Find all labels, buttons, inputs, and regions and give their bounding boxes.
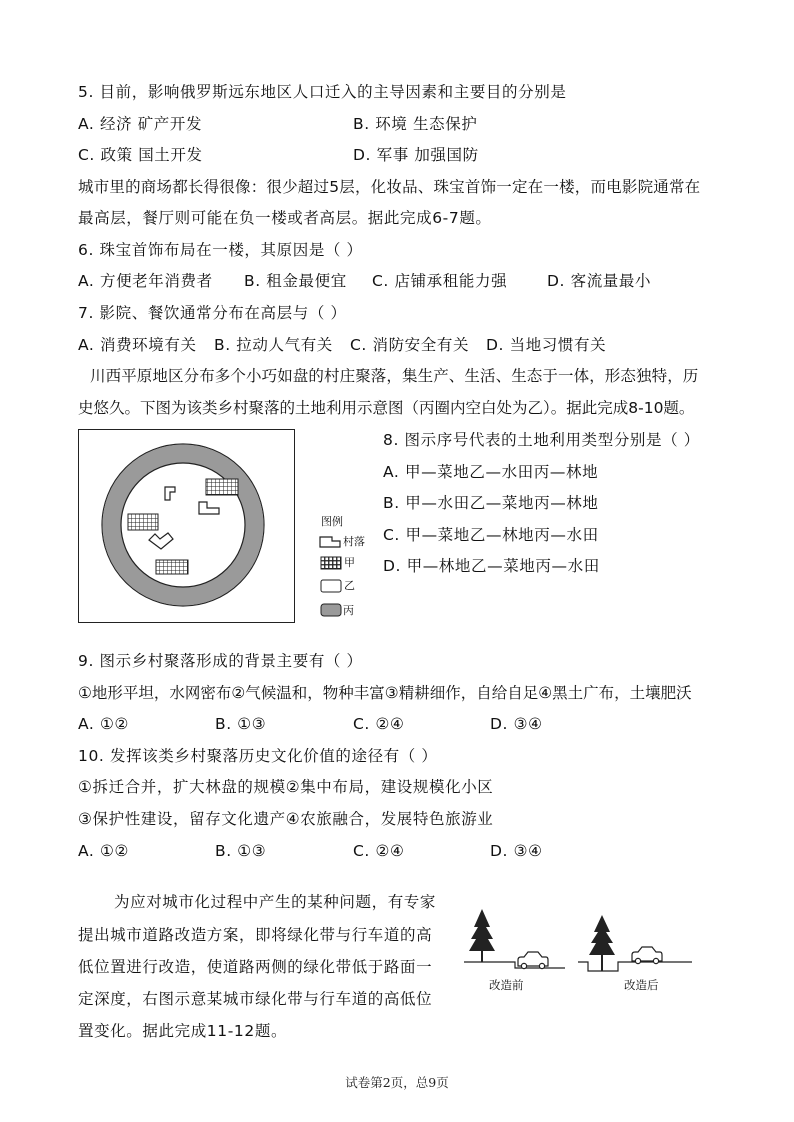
car-icon [518, 952, 548, 969]
after-caption: 改造后 [624, 978, 659, 992]
intro-8-10-line1: 川西平原地区分布多个小巧如盘的村庄聚落，集生产、生活、生态于一体，形态独特，历 [90, 367, 699, 385]
q10-option-a: A. ①② [78, 842, 129, 860]
q9-items: ①地形平坦，水网密布②气候温和，物种丰富③精耕细作，自给自足④黑土广布，土壤肥沃 [78, 684, 692, 702]
q7-stem: 7. 影院、餐饮通常分布在高层与（ ） [78, 304, 347, 322]
q7-option-c: C. 消防安全有关 [350, 336, 470, 354]
q9-option-c: C. ②④ [353, 715, 405, 733]
q8-option-d: D. 甲—林地乙—菜地丙—水田 [383, 557, 600, 575]
q8-option-c: C. 甲—菜地乙—林地丙—水田 [383, 526, 599, 544]
q6-stem: 6. 珠宝首饰布局在一楼，其原因是（ ） [78, 241, 363, 259]
q7-option-b: B. 拉动人气有关 [214, 336, 333, 354]
q10-items-2: ③保护性建设，留存文化遗产④农旅融合，发展特色旅游业 [78, 810, 494, 828]
jia-plot [206, 479, 238, 495]
before-caption: 改造前 [489, 978, 524, 992]
legend-bing-label: 丙 [343, 604, 354, 617]
page-footer: 试卷第2页，总9页 [345, 1075, 449, 1090]
q9-option-d: D. ③④ [490, 715, 543, 733]
before-panel [464, 909, 565, 969]
intro-8-10-line2: 史悠久。下图为该类乡村聚落的土地利用示意图（丙圈内空白处为乙）。据此完成8-10题。 [78, 399, 695, 417]
legend-village-icon [318, 535, 342, 549]
q7-option-a: A. 消费环境有关 [78, 336, 197, 354]
q5-option-a: A. 经济 矿产开发 [78, 115, 203, 133]
q9-option-a: A. ①② [78, 715, 129, 733]
jia-plot [128, 514, 158, 530]
jia-plot [156, 560, 188, 574]
legend-jia-icon [320, 556, 342, 570]
q8-stem: 8. 图示序号代表的土地利用类型分别是（ ） [383, 431, 700, 449]
q5-stem: 5. 目前，影响俄罗斯远东地区人口迁入的主导因素和主要目的分别是 [78, 83, 567, 101]
q5-option-d: D. 军事 加强国防 [353, 146, 479, 164]
land-use-diagram [78, 429, 295, 623]
legend-bing-icon [320, 603, 342, 617]
legend-yi-label: 乙 [344, 579, 355, 592]
q9-option-b: B. ①③ [215, 715, 267, 733]
q6-option-d: D. 客流量最小 [547, 272, 652, 290]
q10-stem: 10. 发挥该类乡村聚落历史文化价值的途径有（ ） [78, 747, 438, 765]
q8-option-a: A. 甲—菜地乙—水田丙—林地 [383, 463, 599, 481]
q7-option-d: D. 当地习惯有关 [486, 336, 607, 354]
tree-icon [469, 909, 495, 951]
q10-option-c: C. ②④ [353, 842, 405, 860]
legend-jia-label: 甲 [344, 556, 355, 569]
car-icon [632, 947, 662, 964]
intro-11-12-line2: 提出城市道路改造方案，即将绿化带与行车道的高 [78, 926, 433, 944]
q6-option-b: B. 租金最便宜 [244, 272, 347, 290]
intro-11-12-line3: 低位置进行改造，使道路两侧的绿化带低于路面一 [78, 958, 433, 976]
legend-village-label: 村落 [343, 535, 365, 548]
after-panel [578, 915, 692, 971]
intro-11-12-line4: 定深度，右图示意某城市绿化带与行车道的高低位 [78, 990, 433, 1008]
q10-option-d: D. ③④ [490, 842, 543, 860]
q10-option-b: B. ①③ [215, 842, 267, 860]
tree-icon [589, 915, 615, 955]
q5-option-c: C. 政策 国土开发 [78, 146, 203, 164]
q9-stem: 9. 图示乡村聚落形成的背景主要有（ ） [78, 652, 363, 670]
intro-11-12-line1: 为应对城市化过程中产生的某种问题，有专家 [114, 893, 437, 911]
q5-option-b: B. 环境 生态保护 [353, 115, 478, 133]
q8-option-b: B. 甲—水田乙—菜地丙—林地 [383, 494, 599, 512]
legend-yi-icon [320, 579, 342, 593]
land-use-map [79, 430, 293, 621]
q6-option-a: A. 方便老年消费者 [78, 272, 213, 290]
intro-6-7-line2: 最高层，餐厅则可能在负一楼或者高层。据此完成6-7题。 [78, 209, 492, 227]
q6-option-c: C. 店铺承租能力强 [372, 272, 508, 290]
legend-title: 图例 [321, 515, 343, 528]
intro-6-7-line1: 城市里的商场都长得很像：很少超过5层，化妆品、珠宝首饰一定在一楼，而电影院通常在 [78, 178, 701, 196]
q10-items-1: ①拆迁合并，扩大林盘的规模②集中布局，建设规模化小区 [78, 778, 494, 796]
intro-11-12-line5: 置变化。据此完成11-12题。 [78, 1022, 288, 1040]
